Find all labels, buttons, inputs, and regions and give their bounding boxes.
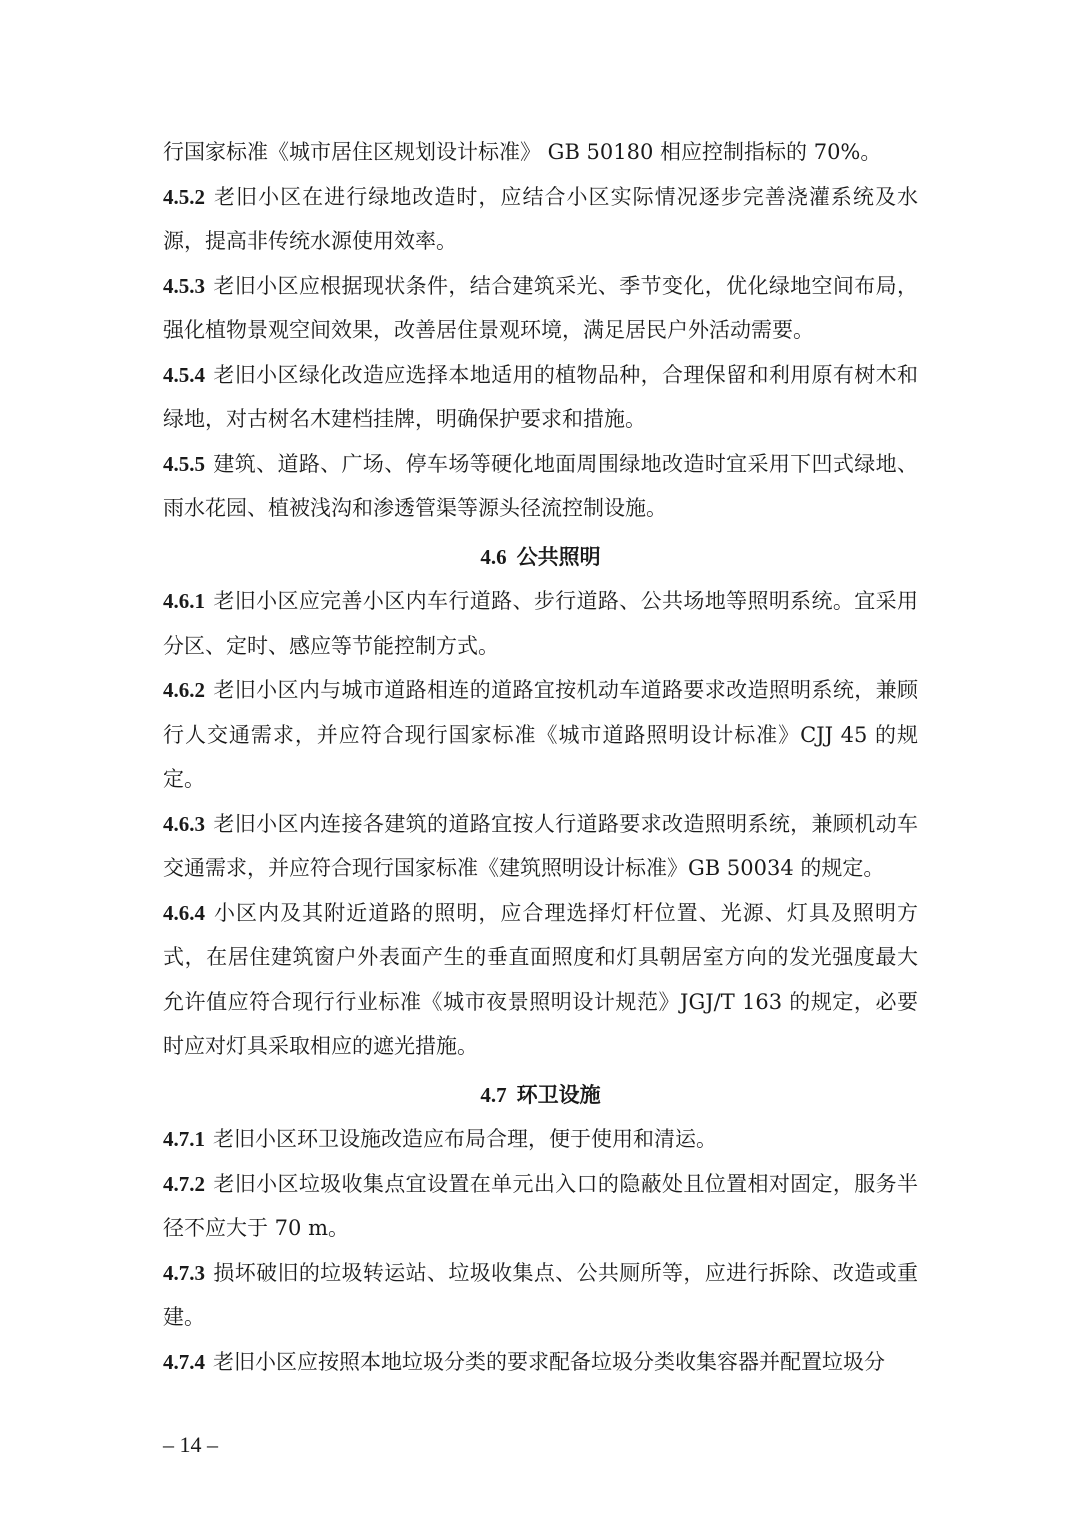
clause-number: 4.6.1: [163, 589, 205, 613]
document-body: [163, 130, 918, 1384]
clause-text: 老旧小区在进行绿地改造时，应结合小区实际情况逐步完善浇灌系统及水源，提高非传统水源使用效率。: [163, 184, 918, 253]
clause-text: 老旧小区垃圾收集点宜设置在单元出入口的隐蔽处且位置相对固定，服务半径不应大于 70 m。: [163, 1171, 918, 1240]
clause-paragraph: [163, 802, 918, 891]
clause-number: 4.7.3: [163, 1260, 205, 1285]
clause-paragraph: [163, 264, 918, 353]
clause-paragraph: [163, 891, 918, 1069]
clause-paragraph: [163, 130, 918, 175]
clause-number: 4.5.5: [163, 451, 205, 476]
section-heading: [163, 535, 918, 580]
clause-number: 4.7.4: [163, 1349, 205, 1374]
section-heading: [163, 1073, 918, 1118]
clause-number: 4.5.2: [163, 184, 205, 209]
clause-text: 小区内及其附近道路的照明，应合理选择灯杆位置、光源、灯具及照明方式，在居住建筑窗户外表面产生的垂直面照度和灯具朝居室方向的发光强度最大允许值应符合现行行业标准《城市夜景照明设计规范》JGJ/T 163 的规定，必要时应对灯具采取相应的遮光措施。: [163, 900, 918, 1058]
clause-text: 建筑、道路、广场、停车场等硬化地面周围绿地改造时宜采用下凹式绿地、雨水花园、植被浅沟和渗透管渠等源头径流控制设施。: [163, 451, 918, 520]
clause-paragraph: [163, 579, 918, 668]
clause-paragraph: [163, 1340, 918, 1385]
clause-text: 老旧小区绿化改造应选择本地适用的植物品种，合理保留和利用原有树木和绿地，对古树名木建档挂牌，明确保护要求和措施。: [163, 362, 918, 431]
clause-text: 老旧小区内与城市道路相连的道路宜按机动车道路要求改造照明系统，兼顾行人交通需求，并应符合现行国家标准《城市道路照明设计标准》CJJ 45 的规定。: [163, 678, 918, 791]
clause-paragraph: [163, 1162, 918, 1251]
clause-paragraph: [163, 442, 918, 531]
section-number: 4.7: [480, 1082, 507, 1107]
clause-text: 老旧小区环卫设施改造应布局合理，便于使用和清运。: [213, 1127, 717, 1151]
page-number: – 14 –: [163, 1432, 218, 1457]
clause-number: 4.5.3: [163, 273, 205, 298]
clause-text: 老旧小区内连接各建筑的道路宜按人行道路要求改造照明系统，兼顾机动车交通需求，并应符合现行国家标准《建筑照明设计标准》GB 50034 的规定。: [163, 811, 918, 880]
clause-text: 老旧小区应根据现状条件，结合建筑采光、季节变化，优化绿地空间布局，强化植物景观空间效果，改善居住景观环境，满足居民户外活动需要。: [163, 273, 918, 342]
clause-paragraph: [163, 1251, 918, 1340]
clause-paragraph: [163, 353, 918, 442]
clause-paragraph: [163, 1117, 918, 1162]
section-title: 环卫设施: [516, 1081, 601, 1107]
clause-number: 4.6.3: [163, 811, 205, 836]
clause-text: 行国家标准《城市居住区规划设计标准》 GB 50180 相应控制指标的 70%。: [163, 140, 882, 164]
section-title: 公共照明: [516, 543, 601, 569]
clause-text: 老旧小区应按照本地垃圾分类的要求配备垃圾分类收集容器并配置垃圾分: [213, 1349, 885, 1374]
clause-number: 4.6.4: [163, 900, 205, 925]
clause-paragraph: [163, 175, 918, 264]
clause-number: 4.7.1: [163, 1127, 205, 1151]
section-number: 4.6: [480, 544, 507, 569]
clause-text: 老旧小区应完善小区内车行道路、步行道路、公共场地等照明系统。宜采用分区、定时、感应等节能控制方式。: [163, 589, 918, 658]
clause-text: 损坏破旧的垃圾转运站、垃圾收集点、公共厕所等，应进行拆除、改造或重建。: [163, 1260, 918, 1329]
clause-number: 4.7.2: [163, 1171, 205, 1196]
clause-number: 4.6.2: [163, 678, 205, 702]
clause-number: 4.5.4: [163, 362, 205, 387]
clause-paragraph: [163, 668, 918, 802]
